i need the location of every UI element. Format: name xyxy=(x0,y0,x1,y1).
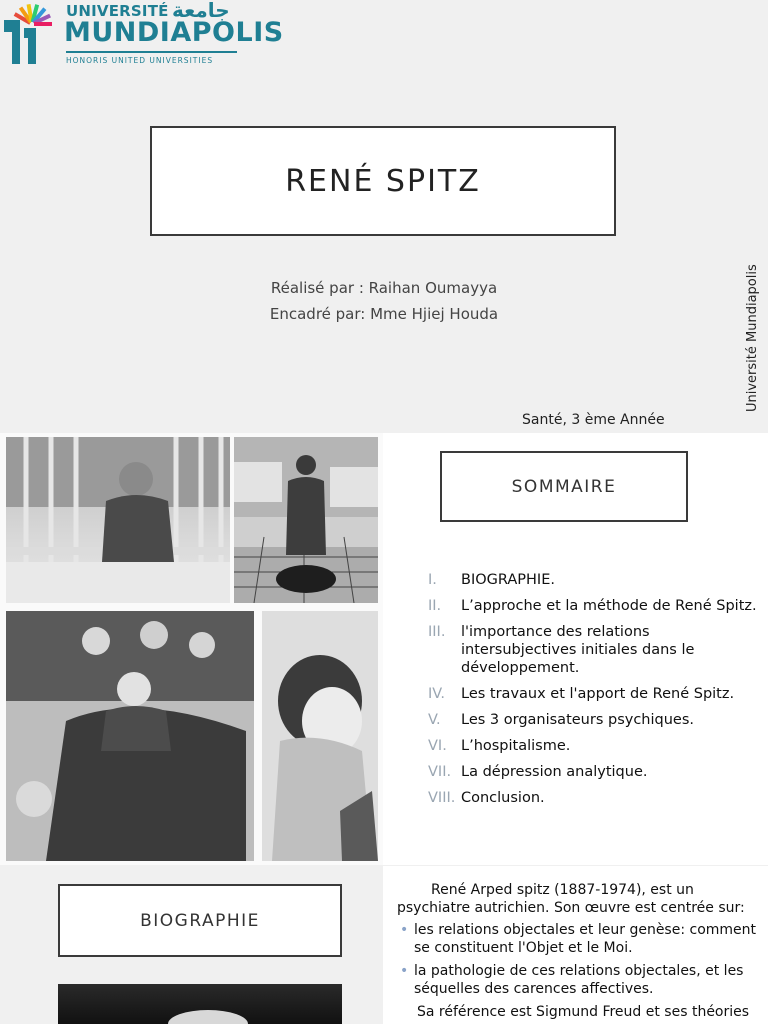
toc-text: L’approche et la méthode de René Spitz. xyxy=(461,598,757,614)
toc-number: IV. xyxy=(428,686,445,702)
toc-item xyxy=(428,571,758,589)
table-of-contents xyxy=(428,571,758,815)
photo-children-bed xyxy=(6,611,254,861)
vertical-university-label: Université Mundiapolis xyxy=(745,264,760,412)
toc-number: I. xyxy=(428,572,437,588)
logo-text-mundiapolis: MUNDIAPOLIS xyxy=(64,17,284,48)
photo-collage xyxy=(0,433,383,865)
photo-woman-sitting xyxy=(234,437,378,603)
toc-text: BIOGRAPHIE. xyxy=(461,572,555,588)
logo-divider xyxy=(66,51,237,53)
toc-text: L’hospitalisme. xyxy=(461,738,571,754)
title-slide xyxy=(0,0,768,433)
photo-child-crib xyxy=(6,437,230,603)
logo-text-universite: UNIVERSITÉ xyxy=(66,2,169,20)
toc-text: La dépression analytique. xyxy=(461,764,648,780)
title-box xyxy=(150,126,616,236)
biography-bullet: • les relations objectales et leur genèse: comment se constituent l'Objet et le Moi. xyxy=(397,922,763,957)
toc-item xyxy=(428,789,758,807)
summary-heading-box xyxy=(440,451,688,522)
biography-slide xyxy=(0,866,768,1024)
photo-child-covering-face xyxy=(262,611,378,861)
biography-heading-box xyxy=(58,884,342,957)
realise-par: Réalisé par : Raihan Oumayya xyxy=(270,279,498,297)
toc-number: VI. xyxy=(428,738,447,754)
university-logo xyxy=(0,0,284,70)
toc-number: III. xyxy=(428,624,446,640)
biography-intro: René Arped spitz (1887-1974), est un psychiatre autrichien. Son œuvre est centrée sur: xyxy=(397,882,745,916)
toc-text: l'importance des relations intersubjectives initiales dans le développement. xyxy=(461,624,695,676)
summary-slide xyxy=(0,433,768,865)
toc-text: Conclusion. xyxy=(461,790,545,806)
biography-left-panel xyxy=(0,866,383,1024)
logo-tagline: HONORIS UNITED UNIVERSITIES xyxy=(66,56,214,65)
biography-right-panel xyxy=(383,866,768,1024)
portrait-photo xyxy=(58,984,342,1024)
toc-item xyxy=(428,711,758,729)
summary-panel xyxy=(383,433,768,865)
toc-number: VIII. xyxy=(428,790,456,806)
toc-number: II. xyxy=(428,598,442,614)
toc-number: V. xyxy=(428,712,441,728)
biography-text xyxy=(397,882,763,1022)
toc-item xyxy=(428,763,758,781)
biography-heading: BIOGRAPHIE xyxy=(140,910,260,931)
summary-heading: SOMMAIRE xyxy=(511,476,617,497)
program-year: Santé, 3 ème Année xyxy=(522,412,665,428)
presentation-title: RENÉ SPITZ xyxy=(285,163,481,199)
biography-outro: Sa référence est Sigmund Freud et ses théories xyxy=(417,1004,750,1020)
logo-emblem-icon xyxy=(0,2,56,66)
toc-item xyxy=(428,597,758,615)
biography-bullet: • la pathologie de ces relations objectales, et les séquelles des carences affectives. xyxy=(397,963,763,998)
biography-bullets xyxy=(397,922,763,998)
encadre-par: Encadré par: Mme Hjiej Houda xyxy=(269,305,499,323)
toc-number: VII. xyxy=(428,764,452,780)
toc-text: Les 3 organisateurs psychiques. xyxy=(461,712,694,728)
toc-text: Les travaux et l'apport de René Spitz. xyxy=(461,686,735,702)
toc-item xyxy=(428,737,758,755)
toc-item xyxy=(428,623,758,677)
logo-text-arabic: جامعة xyxy=(172,0,230,22)
toc-item xyxy=(428,685,758,703)
